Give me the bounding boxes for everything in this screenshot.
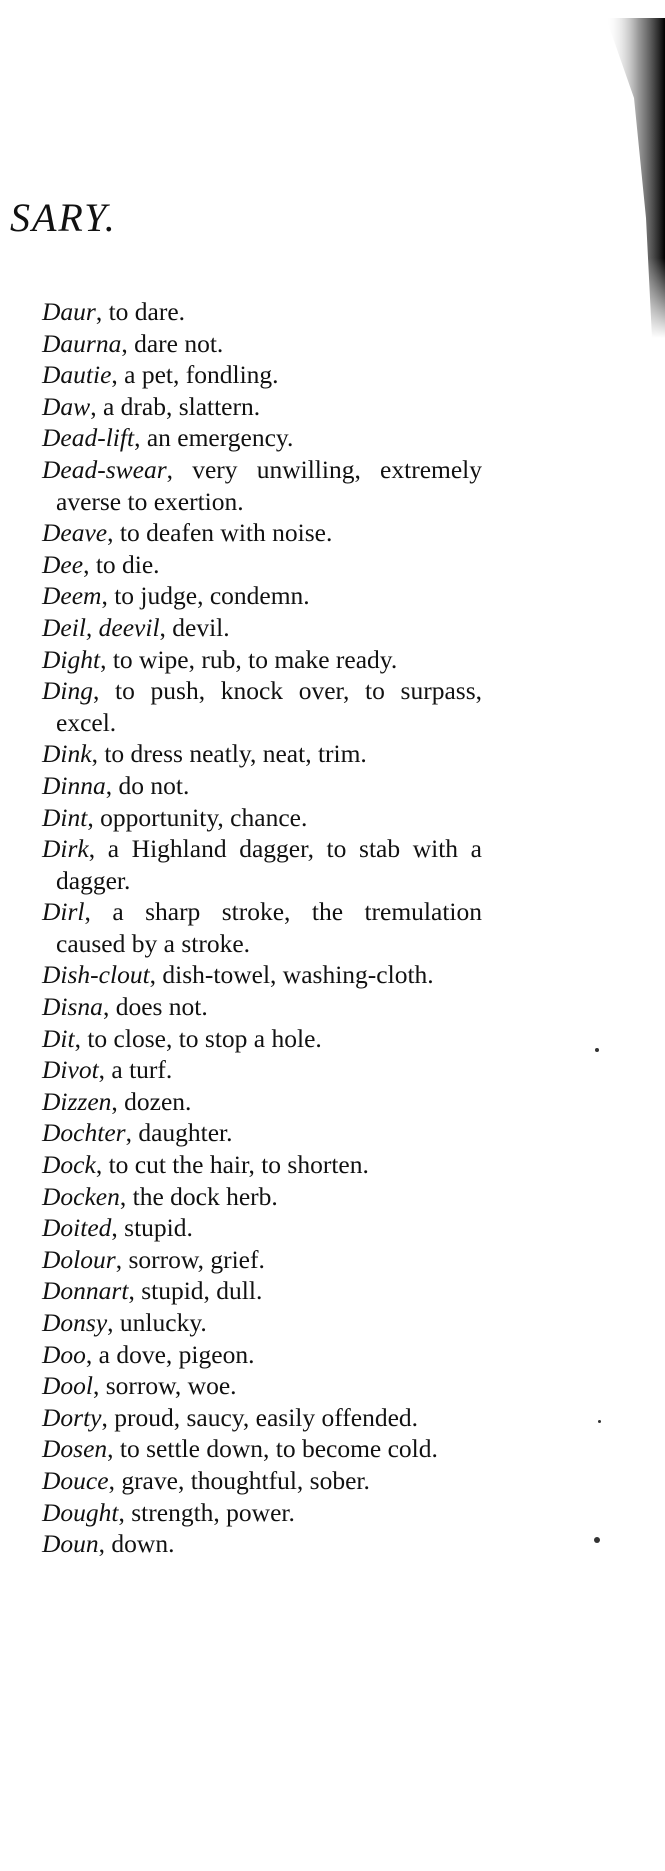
entry-definition: , does not. — [102, 992, 208, 1022]
entry-definition: , to close, to stop a hole. — [74, 1023, 322, 1053]
entry-definition: , a Highland dagger, to stab with a dagger. — [56, 834, 482, 895]
entry-definition: , sorrow, grief. — [115, 1244, 265, 1274]
glossary-entry — [42, 1370, 482, 1402]
entry-definition: , to settle down, to become cold. — [107, 1434, 438, 1464]
glossary-entry — [42, 738, 482, 770]
entry-definition: , sorrow, woe. — [93, 1371, 237, 1401]
entry-definition: , stupid, dull. — [128, 1276, 263, 1306]
entry-headword: Doun — [42, 1529, 99, 1559]
entry-definition: , dish-towel, washing-cloth. — [149, 960, 434, 990]
entry-definition: , do not. — [105, 770, 190, 800]
glossary-entry — [42, 296, 482, 328]
entry-headword: Dorty — [42, 1402, 102, 1432]
glossary-entry — [42, 1433, 482, 1465]
entry-definition: , devil. — [159, 612, 230, 642]
glossary-entry — [42, 612, 482, 644]
glossary-entry — [42, 1307, 482, 1339]
entry-headword: Daurna — [42, 328, 122, 358]
scan-speck — [594, 1537, 600, 1543]
glossary-entry — [42, 1465, 482, 1497]
glossary-entry — [42, 1497, 482, 1529]
glossary-entry — [42, 896, 482, 959]
entry-definition: , a turf. — [98, 1055, 173, 1085]
entry-headword: Dish-clout — [42, 960, 150, 990]
glossary-entry — [42, 359, 482, 391]
entry-definition: , grave, thoughtful, sober. — [108, 1465, 370, 1495]
entry-definition: , a dove, pigeon. — [85, 1339, 255, 1369]
entry-headword: Dirl — [42, 897, 85, 927]
glossary-entry — [42, 454, 482, 517]
glossary-entry — [42, 391, 482, 423]
entry-definition: , strength, power. — [118, 1497, 295, 1527]
glossary-entry — [42, 959, 482, 991]
entry-headword: Ding — [42, 676, 93, 706]
entry-headword: Daw — [42, 391, 91, 421]
entry-definition: , to die. — [83, 549, 160, 579]
entry-headword: Dee — [42, 549, 84, 579]
entry-headword: Donnart — [42, 1276, 129, 1306]
glossary-entry — [42, 991, 482, 1023]
glossary-entry — [42, 1023, 482, 1055]
glossary-entry — [42, 1149, 482, 1181]
entry-definition: , unlucky. — [107, 1308, 207, 1337]
entry-headword: Divot — [42, 1055, 99, 1085]
entry-definition: , opportunity, chance. — [87, 802, 308, 832]
glossary-entry — [42, 802, 482, 834]
entry-definition: , to dress neatly, neat, trim. — [91, 739, 367, 769]
entry-definition: , daughter. — [125, 1118, 233, 1148]
glossary-entry — [42, 580, 482, 612]
entry-headword: Dinna — [42, 770, 106, 800]
entry-definition: , to judge, condemn. — [101, 581, 310, 611]
entry-definition: , an emergency. — [134, 423, 294, 453]
entry-definition: , to wipe, rub, to make ready. — [100, 644, 398, 674]
glossary-entry — [42, 1402, 482, 1434]
glossary-entry — [42, 1339, 482, 1371]
glossary-entry — [42, 675, 482, 738]
entry-definition: , the dock herb. — [119, 1181, 278, 1211]
glossary-entry — [42, 1181, 482, 1213]
entry-headword: Dead-swear — [42, 454, 167, 484]
entry-headword: Docken — [42, 1181, 120, 1211]
entry-headword: Disna — [42, 992, 103, 1022]
glossary-entry — [42, 1086, 482, 1118]
page-edge-shadow — [606, 18, 665, 338]
entry-definition: , to push, knock over, to surpass, excel. — [56, 676, 482, 737]
entry-headword: Dautie — [42, 360, 112, 390]
entry-definition: , a pet, fondling. — [111, 360, 279, 390]
entry-definition: , dare not. — [121, 328, 224, 358]
entry-headword: Deave — [42, 518, 108, 548]
entry-definition: , proud, saucy, easily offended. — [101, 1402, 419, 1432]
entry-headword: Daur — [42, 297, 96, 326]
glossary-entry — [42, 644, 482, 676]
entry-headword: Dint — [42, 802, 88, 832]
glossary-entry — [42, 1212, 482, 1244]
glossary-entry — [42, 1528, 482, 1560]
entry-headword: Dool — [42, 1371, 93, 1401]
entry-headword: Deil, deevil — [42, 612, 160, 642]
entry-definition: , a sharp stroke, the tremulation caused by a stroke. — [56, 897, 482, 958]
entry-headword: Doo — [42, 1339, 86, 1369]
entry-headword: Dock — [42, 1150, 96, 1180]
entry-headword: Douce — [42, 1465, 109, 1495]
scan-speck — [598, 1420, 601, 1423]
glossary-entry — [42, 328, 482, 360]
entry-headword: Dosen — [42, 1434, 108, 1464]
entry-definition: , down. — [98, 1529, 175, 1559]
entry-headword: Deem — [42, 581, 102, 611]
entry-definition: , to deafen with noise. — [107, 518, 333, 548]
glossary-entry-list — [42, 296, 482, 1560]
page-heading: SARY. — [10, 195, 117, 240]
entry-headword: Dizzen — [42, 1086, 112, 1116]
entry-headword: Doited — [42, 1213, 112, 1243]
entry-headword: Dolour — [42, 1244, 116, 1274]
entry-headword: Dit — [42, 1023, 75, 1053]
glossary-entry — [42, 517, 482, 549]
entry-headword: Dink — [42, 739, 92, 769]
entry-headword: Dought — [42, 1497, 119, 1527]
entry-definition: , to cut the hair, to shorten. — [95, 1150, 369, 1180]
glossary-entry — [42, 1275, 482, 1307]
entry-headword: Donsy — [42, 1308, 108, 1337]
entry-headword: Dochter — [42, 1118, 126, 1148]
entry-definition: , dozen. — [111, 1086, 192, 1116]
entry-definition: , very unwilling, extremely averse to exertion. — [56, 454, 482, 516]
entry-definition: , to dare. — [95, 297, 186, 326]
glossary-entry — [42, 1117, 482, 1149]
glossary-entry — [42, 833, 482, 896]
glossary-entry — [42, 549, 482, 581]
entry-headword: Dirk — [42, 834, 89, 864]
entry-headword: Dead-lift — [42, 423, 135, 453]
entry-headword: Dight — [42, 644, 101, 674]
glossary-entry — [42, 422, 482, 454]
entry-definition: , stupid. — [111, 1213, 193, 1243]
entry-definition: , a drab, slattern. — [90, 391, 261, 421]
scan-speck — [595, 1048, 599, 1052]
glossary-entry — [42, 770, 482, 802]
glossary-entry — [42, 1054, 482, 1086]
glossary-entry — [42, 1244, 482, 1276]
